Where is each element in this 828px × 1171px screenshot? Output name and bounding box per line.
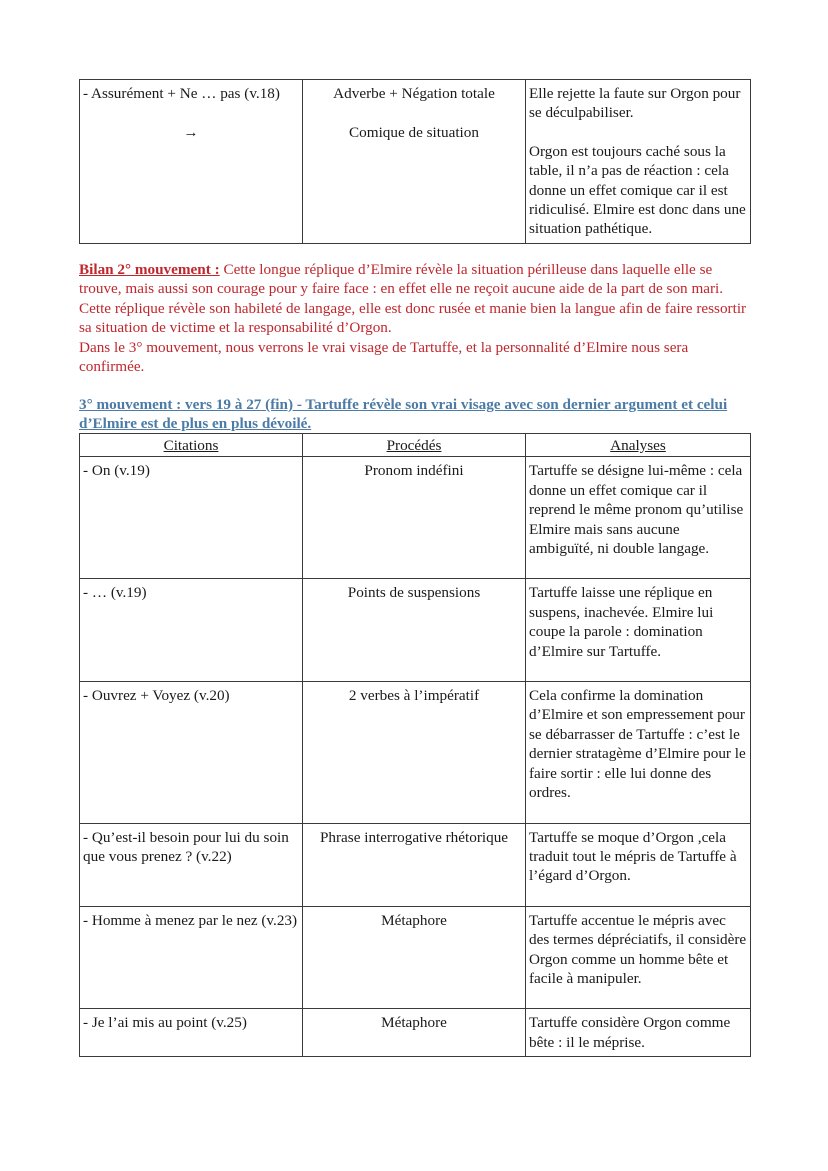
analyse-cell xyxy=(526,80,751,244)
procede-cell xyxy=(303,457,526,579)
analyse-text: Tartuffe considère Orgon comme bête : il le méprise. xyxy=(529,1014,731,1051)
procede-cell xyxy=(303,682,526,823)
citation-cell xyxy=(80,457,303,579)
analyse-text: Tartuffe se désigne lui-même : cela donne un effet comique car il reprend le même pronom qu’utilise Elmire mais sans aucune ambiguïté, ni double langage. xyxy=(529,462,744,558)
procede-text: Points de suspensions xyxy=(347,584,481,602)
citation-cell xyxy=(80,906,303,1009)
procede-text: Pronom indéfini xyxy=(364,462,464,480)
analyse-cell xyxy=(526,906,751,1009)
table-row xyxy=(80,457,751,579)
analyse-text: Tartuffe accentue le mépris avec des termes dépréciatifs, il considère Orgon comme un homme bête et facile à manipuler. xyxy=(529,911,747,987)
header-procedes: Procédés xyxy=(303,434,526,457)
table-row xyxy=(80,80,751,244)
citation-cell xyxy=(80,823,303,906)
analyse-cell xyxy=(526,682,751,823)
citation-text: - Assurément + Ne … pas (v.18) xyxy=(83,85,280,102)
procede-cell xyxy=(303,906,526,1009)
procede-cell xyxy=(303,579,526,682)
citation-cell xyxy=(80,1009,303,1057)
section-heading: 3° mouvement : vers 19 à 27 (fin) - Tartuffe révèle son vrai visage avec son dernier argument et celui d’Elmire est de plus en plus dévoilé. xyxy=(79,396,728,433)
procede-text: Métaphore xyxy=(381,911,447,929)
citation-cell xyxy=(80,80,303,244)
table-row xyxy=(80,1009,751,1057)
procede-cell xyxy=(303,80,526,244)
table-row xyxy=(80,579,751,682)
main-analysis-table xyxy=(79,433,751,1057)
analyse-text: Tartuffe laisse une réplique en suspens, inachevée. Elmire lui coupe la parole : domination d’Elmire sur Tartuffe. xyxy=(529,584,714,660)
analyse-cell xyxy=(526,1009,751,1057)
procede-cell xyxy=(303,823,526,906)
procede-text: Adverbe + Négation totale xyxy=(333,85,495,102)
analyse-cell xyxy=(526,823,751,906)
analyse-text: Cela confirme la domination d’Elmire et son empressement pour se débarrasser de Tartuffe : c’est le dernier stratagème d’Elmire pour le faire sortir : elle lui donne des ordres. xyxy=(529,687,746,802)
table-row xyxy=(80,823,751,906)
citation-cell xyxy=(80,579,303,682)
procede-text: 2 verbes à l’impératif xyxy=(348,687,480,705)
citation-text: - Je l’ai mis au point (v.25) xyxy=(83,1014,247,1032)
bilan-text-2: Dans le 3° mouvement, nous verrons le vrai visage de Tartuffe, et la personnalité d’Elmire nous sera confirmée. xyxy=(79,338,689,376)
procede-cell xyxy=(303,1009,526,1057)
top-analysis-table xyxy=(79,79,751,244)
table-row xyxy=(80,682,751,823)
citation-cell xyxy=(80,682,303,823)
procede-text: Phrase interrogative rhétorique xyxy=(319,828,509,846)
analyse-text: Tartuffe se moque d’Orgon ,cela traduit tout le mépris de Tartuffe à l’égard d’Orgon. xyxy=(529,828,737,885)
analyse-text: Elle rejette la faute sur Orgon pour se déculpabiliser. xyxy=(529,85,741,122)
citation-text: - Ouvrez + Voyez (v.20) xyxy=(83,687,230,705)
procede-text: Comique de situation xyxy=(349,123,479,141)
analyse-cell xyxy=(526,579,751,682)
procede-text: Métaphore xyxy=(381,1014,447,1032)
citation-text: - Qu’est-il besoin pour lui du soin que vous prenez ? (v.22) xyxy=(83,828,289,865)
table-header-row xyxy=(80,434,751,457)
bilan-paragraph xyxy=(79,260,751,376)
analyse-cell xyxy=(526,457,751,579)
header-citations: Citations xyxy=(80,434,303,457)
header-analyses: Analyses xyxy=(526,434,751,457)
analyse-text: Orgon est toujours caché sous la table, il n’a pas de réaction : cela donne un effet comique car il est ridiculisé. Elmire est donc dans une situation pathétique. xyxy=(529,142,746,238)
table-row xyxy=(80,906,751,1009)
bilan-label: Bilan 2° mouvement : xyxy=(79,261,220,278)
citation-text: - Homme à menez par le nez (v.23) xyxy=(83,911,298,929)
arrow-text: → xyxy=(183,123,199,141)
citation-text: - … (v.19) xyxy=(83,584,147,602)
citation-text: - On (v.19) xyxy=(83,462,150,480)
bilan-text: Cette longue réplique d’Elmire révèle la situation périlleuse dans laquelle elle se trouve, mais aussi son courage pour y faire face : en effet elle ne reçoit aucune aide de la part de son mari. Cette réplique révèle son habileté de langage, elle est donc rusée et manie bien la langue afin de faire ressortir sa situation de victime et la responsabilité d’Orgon. xyxy=(79,261,747,337)
